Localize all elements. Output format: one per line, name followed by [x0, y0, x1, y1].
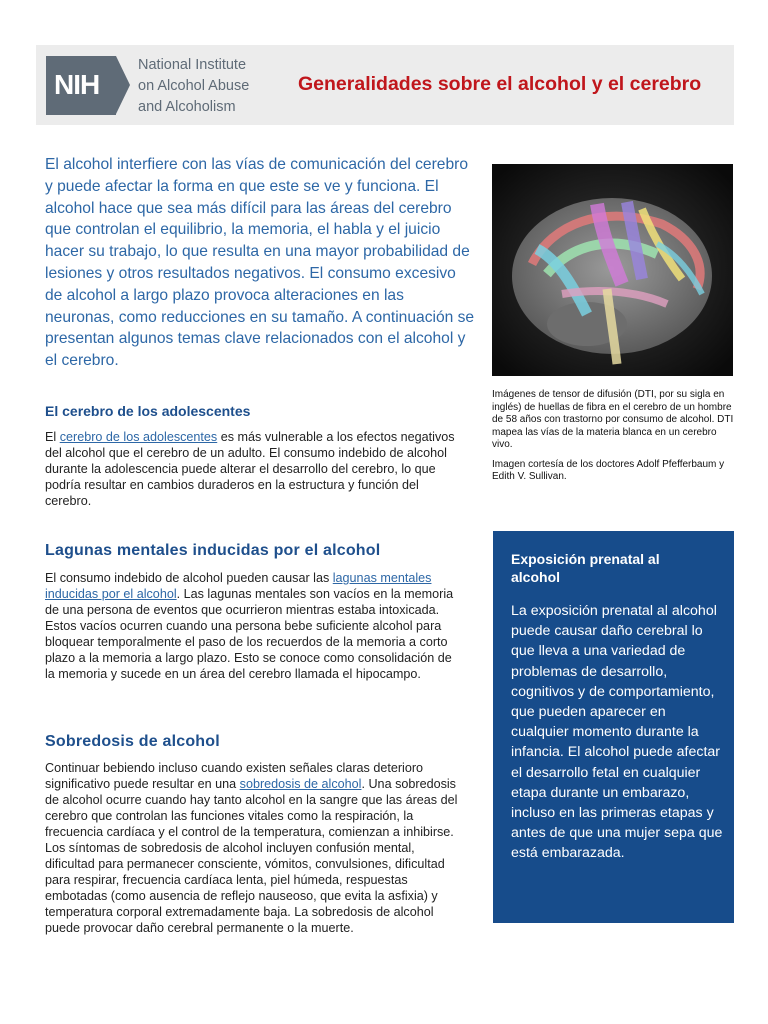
- prenatal-callout-box: [493, 531, 734, 923]
- section-title-blackouts: Lagunas mentales inducidas por el alcohol: [45, 542, 381, 559]
- header-banner: [36, 45, 734, 125]
- link-alcohol-overdose[interactable]: sobredosis de alcohol: [239, 777, 362, 791]
- caption-credit: Imagen cortesía de los doctores Adolf Pfefferbaum y Edith V. Sullivan.: [492, 458, 725, 482]
- intro-paragraph: El alcohol interfiere con las vías de comunicación del cerebro y puede afectar la forma en que este se ve y funciona. El alcohol hace que sea más difícil para las áreas del cerebro que controlan el equilibrio, la memoria, el habla y el juicio hacer su trabajo, lo que resulta en una mayor probabilidad de lesiones y otros resultados negativos. El consumo excesivo de alcohol a largo plazo provoca alteraciones en las neuronas, como reducciones en su tamaño. A continuación se presentan algunos temas clave relacionados con el alcohol y el cerebro.: [45, 156, 475, 370]
- caption-description: Imágenes de tensor de difusión (DTI, por su sigla en inglés) de huellas de fibra en el cerebro de un hombre de 58 años con trastorno por consumo de alcohol. DTI mapea las vías de la materia blanca en un cerebro vivo.: [492, 389, 734, 450]
- nih-logo-arrow-icon: [116, 56, 130, 114]
- callout-title: Exposición prenatal al alcohol: [511, 551, 660, 585]
- body-text: El consumo indebido de alcohol pueden causar las: [45, 571, 333, 585]
- institute-line: on Alcohol Abuse: [138, 78, 250, 94]
- body-text: . Una sobredosis de alcohol ocurre cuando hay tanto alcohol en la sangre que las áreas del cerebro que controlan las funciones vitales como la respiración, la frecuencia cardíaca y el control de la temperatura, comienzan a inhibirse. Los síntomas de sobredosis de alcohol incluyen confusión mental, dificultad para permanecer consciente, vómitos, convulsiones, dificultad para respirar, frecuencia cardíaca lenta, piel húmeda, respuestas embotadas (como ausencia de reflejo nauseoso, que evita la asfixia) y temperatura corporal extremadamente baja. La sobredosis de alcohol puede provocar daño cerebral permanente o la muerte.: [45, 777, 458, 935]
- body-text: . Las lagunas mentales son vacíos en la memoria de una persona de eventos que ocurrieron mientras estaba intoxicada. Estos vacíos ocurren cuando una persona bebe suficiente alcohol para bloquear temporalmente el paso de los recuerdos de la memoria a corto plazo a la memoria a largo plazo. Esto se conoce como consolidación de la memoria y sucede en un área del cerebro llamada el hipocampo.: [45, 587, 454, 681]
- brain-dti-image: [492, 164, 733, 376]
- image-caption: [492, 389, 736, 491]
- section-title-overdose: Sobredosis de alcohol: [45, 733, 220, 750]
- body-text: Continuar bebiendo incluso cuando existen señales claras deterioro significativo puede resultar en una: [45, 761, 424, 791]
- callout-body: La exposición prenatal al alcohol puede causar daño cerebral lo que lleva a una variedad de problemas de desarrollo, cognitivos y de comportamiento, que pueden aparecer en cualquier momento durante la infancia. El alcohol puede afectar el desarrollo fetal en cualquier etapa durante un embarazo, incluso en las primeras etapas y antes de que una mujer sepa que está embarazada.: [511, 603, 723, 862]
- institute-line: National Institute: [138, 57, 247, 73]
- institute-name: [138, 55, 278, 118]
- body-text: El: [45, 430, 60, 444]
- institute-line: and Alcoholism: [138, 99, 236, 115]
- nih-logo: [46, 56, 116, 115]
- section-body-blackouts: [45, 570, 465, 682]
- body-text: es más vulnerable a los efectos negativos del alcohol que el cerebro de un adulto. El consumo indebido de alcohol durante la adolescencia puede alterar el desarrollo del cerebro, lo que podría resultar en cambios duraderos en la estructura y función del cerebro.: [45, 430, 455, 508]
- page-title: Generalidades sobre el alcohol y el cerebro: [298, 73, 702, 95]
- nih-logo-text: NIH: [54, 69, 100, 100]
- link-adolescent-brain[interactable]: cerebro de los adolescentes: [59, 430, 218, 444]
- section-body-overdose: [45, 760, 465, 936]
- link-blackouts[interactable]: lagunas mentales inducidas por el alcohol: [45, 571, 432, 601]
- section-body-adolescents: [45, 429, 465, 509]
- section-title-adolescents: El cerebro de los adolescentes: [45, 403, 251, 419]
